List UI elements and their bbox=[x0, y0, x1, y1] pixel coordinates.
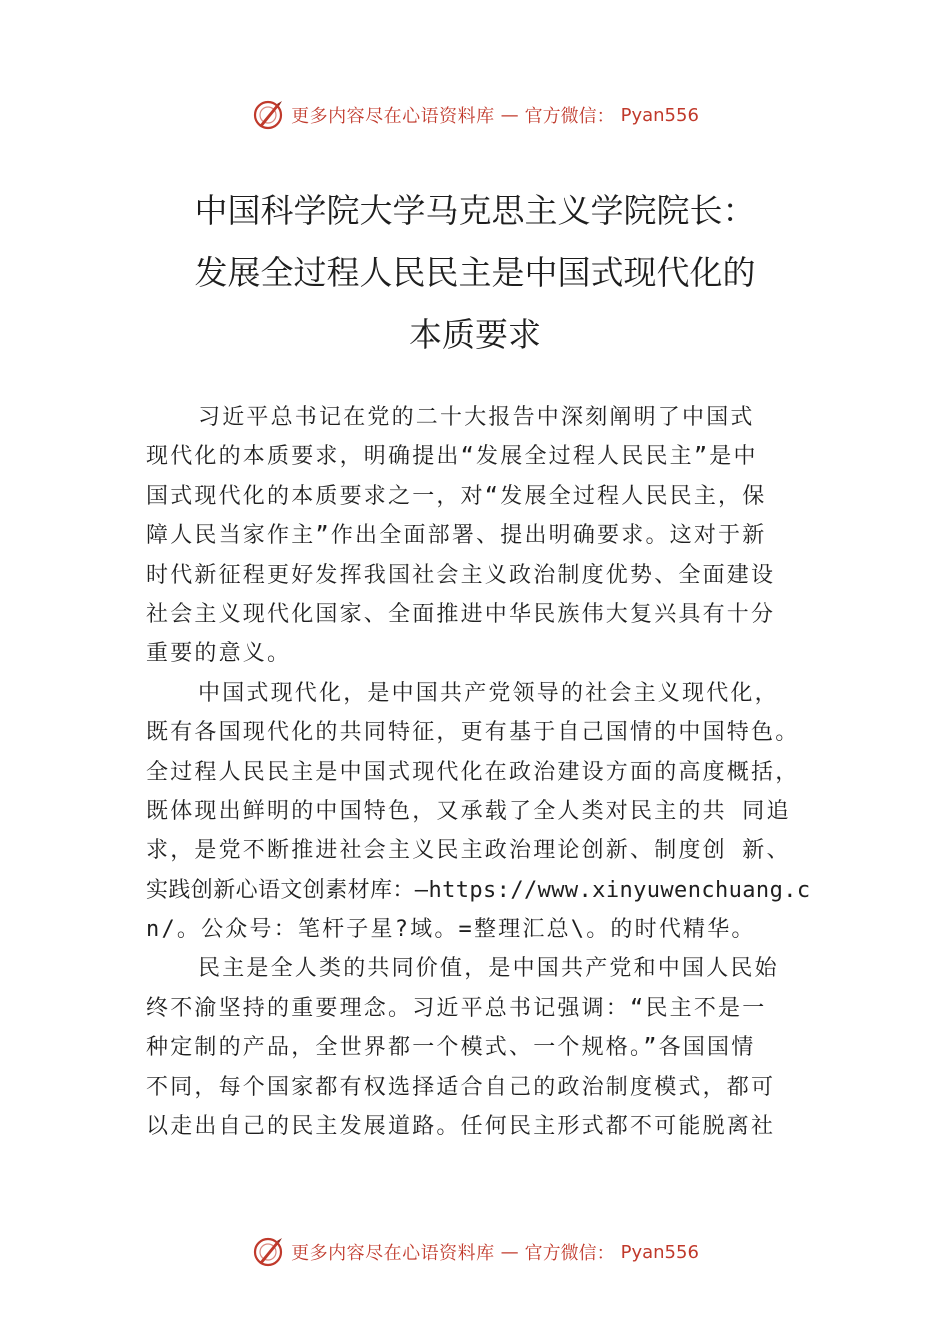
body-line: 现代化的本质要求，明确提出“发展全过程人民民主”是中 bbox=[146, 444, 758, 470]
banner-wechat-id: Pyan556 bbox=[620, 104, 699, 126]
header-watermark-banner bbox=[0, 95, 950, 135]
body-line: 以走出自己的民主发展道路。任何民主形式都不可能脱离社 bbox=[146, 1114, 776, 1140]
body-line: 种定制的产品，全世界都一个模式、一个规格。”各国国情 bbox=[146, 1035, 756, 1061]
title-line-3: 本质要求 bbox=[409, 315, 541, 354]
banner-wechat-id: Pyan556 bbox=[620, 1241, 699, 1263]
body-line: 实践创新心语文创素材库：—https://www.xinyuwenchuang.c bbox=[146, 877, 811, 903]
body-line: 时代新征程更好发挥我国社会主义政治制度优势、全面建设 bbox=[146, 562, 776, 588]
quill-seal-icon bbox=[251, 98, 285, 132]
body-line: n/。公众号：笔杆子星?域。=整理汇总\。的时代精华。 bbox=[146, 917, 756, 943]
banner-brand-text: 更多内容尽在心语资料库 bbox=[291, 1243, 495, 1264]
banner-brand-text: 更多内容尽在心语资料库 bbox=[291, 106, 495, 127]
banner-wechat-label: 官方微信： bbox=[524, 106, 615, 127]
quill-seal-icon bbox=[251, 1235, 285, 1269]
body-line: 终不渝坚持的重要理念。习近平总书记强调：“民主不是一 bbox=[146, 995, 767, 1021]
body-line: 求，是党不断推进社会主义民主政治理论创新、制度创 新、 bbox=[146, 838, 791, 864]
body-line: 重要的意义。 bbox=[146, 641, 292, 667]
body-line: 不同，每个国家都有权选择适合自己的政治制度模式，都可 bbox=[146, 1074, 776, 1100]
body-line: 社会主义现代化国家、全面推进中华民族伟大复兴具有十分 bbox=[146, 601, 776, 627]
banner-wechat-label: 官方微信： bbox=[524, 1243, 615, 1264]
body-line: 既有各国现代化的共同特征，更有基于自己国情的中国特色。 bbox=[146, 720, 800, 746]
body-line: 习近平总书记在党的二十大报告中深刻阐明了中国式 bbox=[198, 405, 755, 430]
footer-watermark-banner bbox=[0, 1232, 950, 1272]
banner-separator: — bbox=[500, 104, 519, 126]
body-line: 中国式现代化，是中国共产党领导的社会主义现代化， bbox=[198, 680, 779, 706]
body-line: 既体现出鲜明的中国特色，又承载了全人类对民主的共 同追 bbox=[146, 798, 791, 824]
title-line-1: 中国科学院大学马克思主义学院院长： bbox=[194, 191, 756, 230]
body-line: 全过程人民民主是中国式现代化在政治建设方面的高度概括， bbox=[146, 759, 800, 785]
body-line: 障人民当家作主”作出全面部署、提出明确要求。这对于新 bbox=[146, 523, 767, 549]
body-line: 民主是全人类的共同价值，是中国共产党和中国人民始 bbox=[198, 956, 779, 982]
title-line-2: 发展全过程人民民主是中国式现代化的 bbox=[194, 253, 756, 292]
article-title bbox=[0, 180, 950, 366]
article-body bbox=[146, 398, 836, 1146]
banner-separator: — bbox=[500, 1241, 519, 1263]
body-line: 国式现代化的本质要求之一，对“发展全过程人民民主，保 bbox=[146, 483, 767, 509]
